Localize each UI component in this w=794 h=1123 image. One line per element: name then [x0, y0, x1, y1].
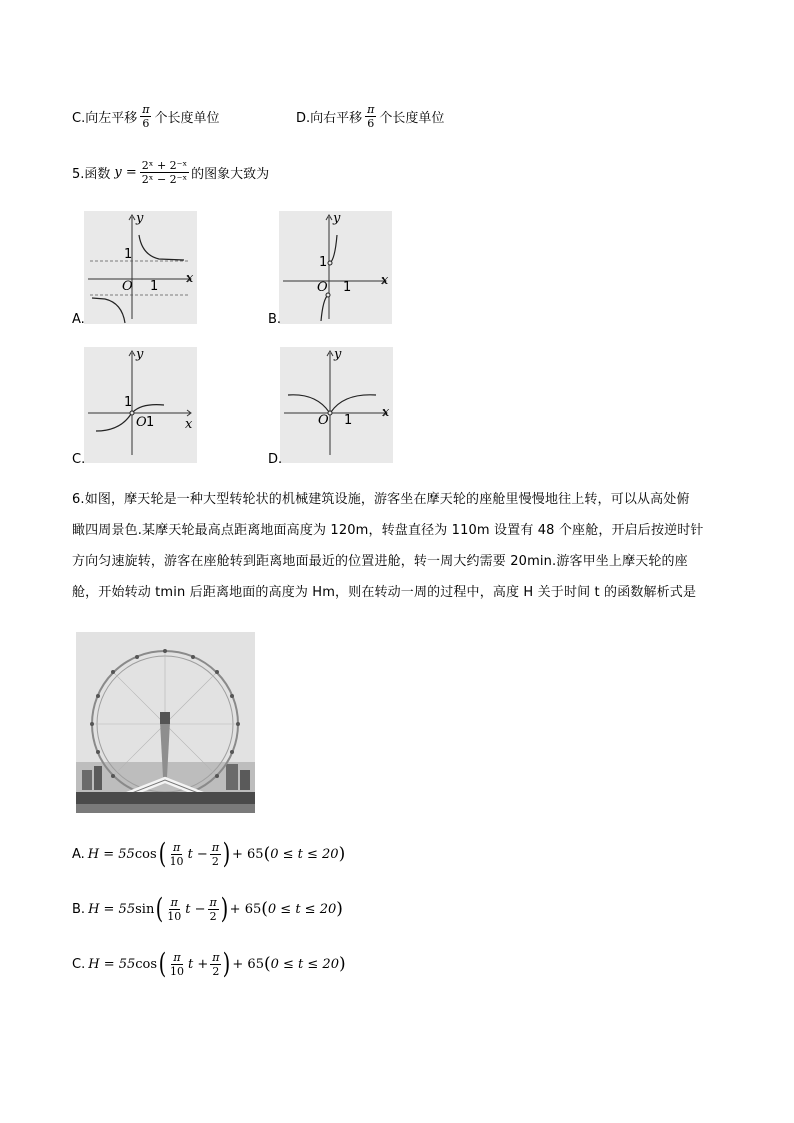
q5-graph-b-y-label: y	[333, 211, 341, 226]
q6-option-c-letter: C.	[72, 956, 86, 972]
q5-graph-c	[84, 347, 197, 463]
q4-option-c-prefix: C.向左平移	[72, 111, 138, 126]
q5-graph-d	[280, 347, 393, 463]
q5-graph-a-y-label: y	[136, 211, 144, 226]
q6-option-b-mid: t −	[185, 901, 206, 917]
q6-option-c-tail: + 65	[232, 956, 264, 972]
q5-graph-a-x-label: x	[186, 271, 194, 286]
q5-graph-b-one-x: 1	[343, 280, 352, 295]
q5-suffix: 的图象大致为	[191, 167, 270, 182]
q6-option-a-domain: 0 ≤ t ≤ 20	[270, 846, 339, 862]
q6-option-b: B. H = 55 sin ( $\frac{\pi}{10}$ t − $\frac{\pi}{2}$ ) + 65 ( 0 ≤ t ≤ 20 )	[72, 892, 343, 925]
q6-option-b-fn: sin	[135, 901, 155, 917]
q5-graph-b-x-label: x	[381, 273, 389, 288]
q5-graph-b	[279, 211, 392, 324]
q6-option-b-lhs: H = 55	[88, 901, 136, 917]
ferris-wheel-svg	[76, 632, 255, 813]
q6-option-a-frac-2: $\frac{\pi}{2}$	[211, 840, 220, 868]
q4-option-c-fraction: $\frac{\pi}{6}$	[142, 103, 150, 130]
q6-option-b-frac-2: $\frac{\pi}{2}$	[209, 895, 217, 923]
q6-option-b-frac-1: $\frac{\pi}{10}$	[167, 895, 182, 923]
q4-option-c-suffix: 个长度单位	[154, 111, 220, 126]
q4-option-c	[72, 104, 219, 129]
q5-fraction: $\frac{\text{2ˣ + 2⁻ˣ}}{\text{2ˣ − 2⁻ˣ}}$	[141, 159, 188, 186]
q5-graph-a-origin-label: O	[122, 279, 133, 294]
q5-graph-b-one-y: 1	[319, 255, 328, 270]
q6-option-c-lhs: H = 55	[88, 956, 136, 972]
q6-option-b-tail: + 65	[229, 901, 262, 917]
q5-graph-a-one-y: 1	[124, 247, 133, 262]
q5-graph-d-one-x: 1	[344, 413, 353, 428]
q4-option-d-suffix: 个长度单位	[379, 111, 445, 126]
q5-graph-d-svg	[280, 347, 393, 463]
q5-graph-b-origin-label: O	[317, 280, 328, 295]
q6-option-c-mid: t +	[187, 956, 209, 972]
q5-graph-a-one-x: 1	[150, 279, 159, 294]
q5-graph-c-one-x: 1	[146, 415, 155, 430]
q6-option-a: A. H = 55 cos ( $\frac{\pi}{10}$ t − $\frac{\pi}{2}$ ) + 65 ( 0 ≤ t ≤ 20 )	[72, 837, 346, 870]
q6-option-a-letter: A.	[72, 846, 85, 862]
q5-graph-c-origin-label: O	[136, 415, 147, 430]
q4-option-d-prefix: D.向右平移	[296, 111, 363, 126]
q6-option-b-domain: 0 ≤ t ≤ 20	[267, 901, 337, 917]
q6-option-a-mid: t −	[187, 846, 208, 862]
q5-option-a-letter: A.	[72, 312, 85, 327]
q5-graph-c-y-label: y	[136, 347, 144, 362]
q6-option-a-frac-1: $\frac{\pi}{10}$	[169, 840, 184, 868]
q5-option-b-letter: B.	[268, 312, 282, 327]
q5-graph-c-x-label: x	[185, 417, 193, 432]
q6-option-c-frac-2: $\frac{\pi}{2}$	[212, 950, 220, 978]
q5-graph-c-one-y: 1	[124, 395, 133, 410]
q6-option-c: C. H = 55 cos ( $\frac{\pi}{10}$ t + $\frac{\pi}{2}$ ) + 65 ( 0 ≤ t ≤ 20 )	[72, 947, 346, 980]
q5-graph-a	[84, 211, 197, 324]
q5-option-c-letter: C.	[72, 452, 86, 467]
ferris-wheel-photo	[76, 632, 255, 813]
q5-graph-d-x-label: x	[382, 405, 390, 420]
q6-line-3: 方向匀速旋转，游客在座舱转到距离地面最近的位置进舱，转一周大约需要 20min.游客甲坐上摩天轮的座	[72, 554, 688, 569]
q5-graph-a-svg	[84, 211, 197, 324]
q6-option-a-tail: + 65	[231, 846, 264, 862]
q4-option-d-fraction: $\frac{\pi}{6}$	[367, 103, 375, 130]
q6-option-a-lhs: H = 55	[87, 846, 135, 862]
q5-graph-d-origin-label: O	[318, 413, 329, 428]
q5-option-d-letter: D.	[268, 452, 283, 467]
q6-line-2: 瞰四周景色.某摩天轮最高点距离地面高度为 120m，转盘直径为 110m 设置有 48 个座舱，开启后按逆时针	[72, 523, 704, 538]
q4-option-d	[296, 104, 444, 129]
q6-line-4: 舱，开始转动 tmin 后距离地面的高度为 Hm，则在转动一周的过程中，高度 H 关于时间 t 的函数解析式是	[72, 585, 697, 600]
q5-graph-c-svg	[84, 347, 197, 463]
q6-option-c-fn: cos	[135, 956, 158, 972]
q6-option-c-frac-1: $\frac{\pi}{10}$	[169, 950, 184, 978]
q5-prefix: 5.函数	[72, 167, 111, 182]
q5-graph-d-y-label: y	[334, 347, 342, 362]
q6-option-b-letter: B.	[72, 901, 86, 917]
q5-stem	[72, 160, 269, 185]
q6-line-1: 6.如图，摩天轮是一种大型转轮状的机械建筑设施，游客坐在摩天轮的座舱里慢慢地往上转，可以从高处俯	[72, 492, 690, 507]
q6-option-c-domain: 0 ≤ t ≤ 20	[270, 956, 339, 972]
q6-stem	[72, 484, 722, 608]
q5-graph-b-svg	[279, 211, 392, 324]
q6-option-a-fn: cos	[134, 846, 157, 862]
q5-func-lhs: y =	[114, 165, 137, 180]
